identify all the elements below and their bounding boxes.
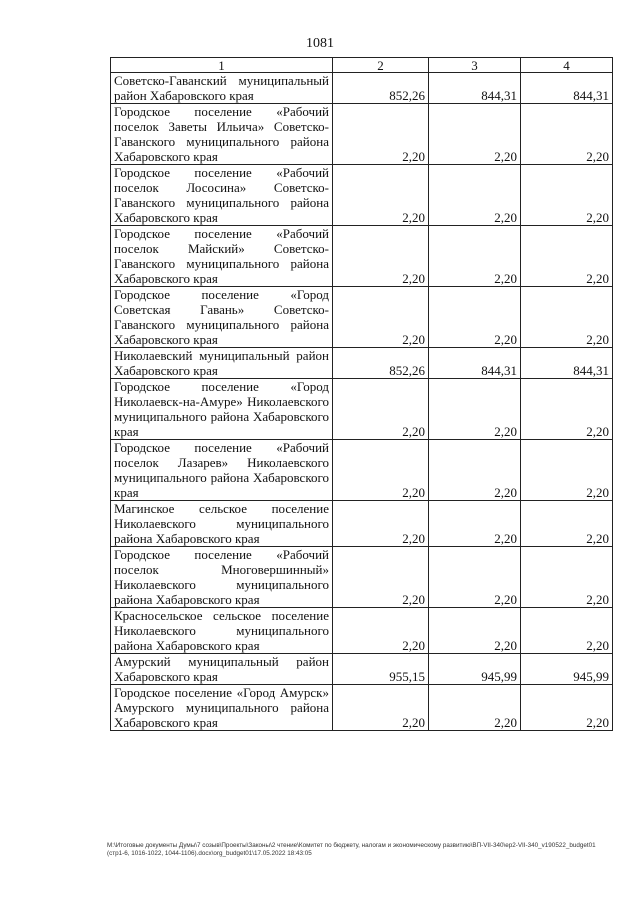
value-col3-cell: 2,20 [429, 608, 521, 654]
table-row [111, 501, 613, 547]
value-col2-cell: 2,20 [333, 165, 429, 226]
value-col2-cell: 2,20 [333, 379, 429, 440]
value-col3-cell: 2,20 [429, 501, 521, 547]
value-col2-cell: 2,20 [333, 440, 429, 501]
value-col4-cell: 2,20 [521, 501, 613, 547]
value-col4-cell: 844,31 [521, 73, 613, 104]
value-col2-cell: 852,26 [333, 73, 429, 104]
table-body [111, 73, 613, 731]
value-col3-cell: 844,31 [429, 348, 521, 379]
value-col4-cell: 2,20 [521, 104, 613, 165]
municipality-name-cell: Николаевский муниципальный район Хабаровского края [111, 348, 333, 379]
municipality-name-cell: Городское поселение «Рабочий поселок Лазарев» Николаевского муниципального района Хабаровского края [111, 440, 333, 501]
file-path-footer: M:\Итоговые документы Думы\7 созыв\Проекты\Законы\2 чтение\Комитет по бюджету, налогам и экономическому развитию\ВП-VII-340\ep2-VII-340_v190522_budget01 (стр1-6, 1016-1022, 1044-1106).docx\org_budget01\17.05.2022 18:43:05 [107, 842, 596, 857]
municipality-name-cell: Городское поселение «Рабочий поселок Лососина» Советско-Гаванского муниципального района Хабаровского края [111, 165, 333, 226]
column-header: 1 [111, 58, 333, 73]
value-col4-cell: 2,20 [521, 379, 613, 440]
municipality-name-cell: Городское поселение «Город Николаевск-на-Амуре» Николаевского муниципального района Хабаровского края [111, 379, 333, 440]
value-col4-cell: 2,20 [521, 440, 613, 501]
municipality-name-cell: Городское поселение «Город Советская Гавань» Советско-Гаванского муниципального района Хабаровского края [111, 287, 333, 348]
value-col2-cell: 2,20 [333, 685, 429, 731]
municipality-name-cell: Магинское сельское поселение Николаевского муниципального района Хабаровского края [111, 501, 333, 547]
value-col4-cell: 844,31 [521, 348, 613, 379]
table-row [111, 685, 613, 731]
table-row [111, 608, 613, 654]
value-col2-cell: 2,20 [333, 104, 429, 165]
table-row [111, 165, 613, 226]
column-header: 3 [429, 58, 521, 73]
value-col4-cell: 2,20 [521, 287, 613, 348]
value-col4-cell: 2,20 [521, 685, 613, 731]
value-col2-cell: 2,20 [333, 287, 429, 348]
value-col4-cell: 2,20 [521, 226, 613, 287]
value-col2-cell: 2,20 [333, 608, 429, 654]
municipality-name-cell: Городское поселение «Рабочий поселок Майский» Советско-Гаванского муниципального района Хабаровского края [111, 226, 333, 287]
column-header: 2 [333, 58, 429, 73]
value-col3-cell: 2,20 [429, 104, 521, 165]
table-row [111, 654, 613, 685]
value-col3-cell: 945,99 [429, 654, 521, 685]
value-col4-cell: 945,99 [521, 654, 613, 685]
value-col2-cell: 955,15 [333, 654, 429, 685]
table-row [111, 73, 613, 104]
value-col4-cell: 2,20 [521, 165, 613, 226]
municipality-name-cell: Советско-Гаванский муниципальный район Хабаровского края [111, 73, 333, 104]
value-col3-cell: 2,20 [429, 226, 521, 287]
table-row [111, 104, 613, 165]
municipality-name-cell: Городское поселение «Город Амурск» Амурского муниципального района Хабаровского края [111, 685, 333, 731]
municipality-name-cell: Городское поселение «Рабочий поселок Многовершинный» Николаевского муниципального района Хабаровского края [111, 547, 333, 608]
value-col3-cell: 2,20 [429, 165, 521, 226]
table-header-row [111, 58, 613, 73]
municipality-name-cell: Красносельское сельское поселение Николаевского муниципального района Хабаровского края [111, 608, 333, 654]
table-row [111, 348, 613, 379]
value-col3-cell: 2,20 [429, 547, 521, 608]
column-header: 4 [521, 58, 613, 73]
page-number: 1081 [306, 36, 334, 51]
value-col3-cell: 2,20 [429, 440, 521, 501]
value-col2-cell: 2,20 [333, 547, 429, 608]
value-col3-cell: 2,20 [429, 287, 521, 348]
budget-table [110, 57, 613, 731]
table-row [111, 379, 613, 440]
value-col4-cell: 2,20 [521, 547, 613, 608]
table-row [111, 226, 613, 287]
municipality-name-cell: Городское поселение «Рабочий поселок Заветы Ильича» Советско-Гаванского муниципального района Хабаровского края [111, 104, 333, 165]
value-col3-cell: 844,31 [429, 73, 521, 104]
value-col4-cell: 2,20 [521, 608, 613, 654]
municipality-name-cell: Амурский муниципальный район Хабаровского края [111, 654, 333, 685]
value-col3-cell: 2,20 [429, 379, 521, 440]
value-col2-cell: 2,20 [333, 501, 429, 547]
table-row [111, 440, 613, 501]
value-col2-cell: 2,20 [333, 226, 429, 287]
value-col3-cell: 2,20 [429, 685, 521, 731]
table-row [111, 287, 613, 348]
value-col2-cell: 852,26 [333, 348, 429, 379]
table-row [111, 547, 613, 608]
